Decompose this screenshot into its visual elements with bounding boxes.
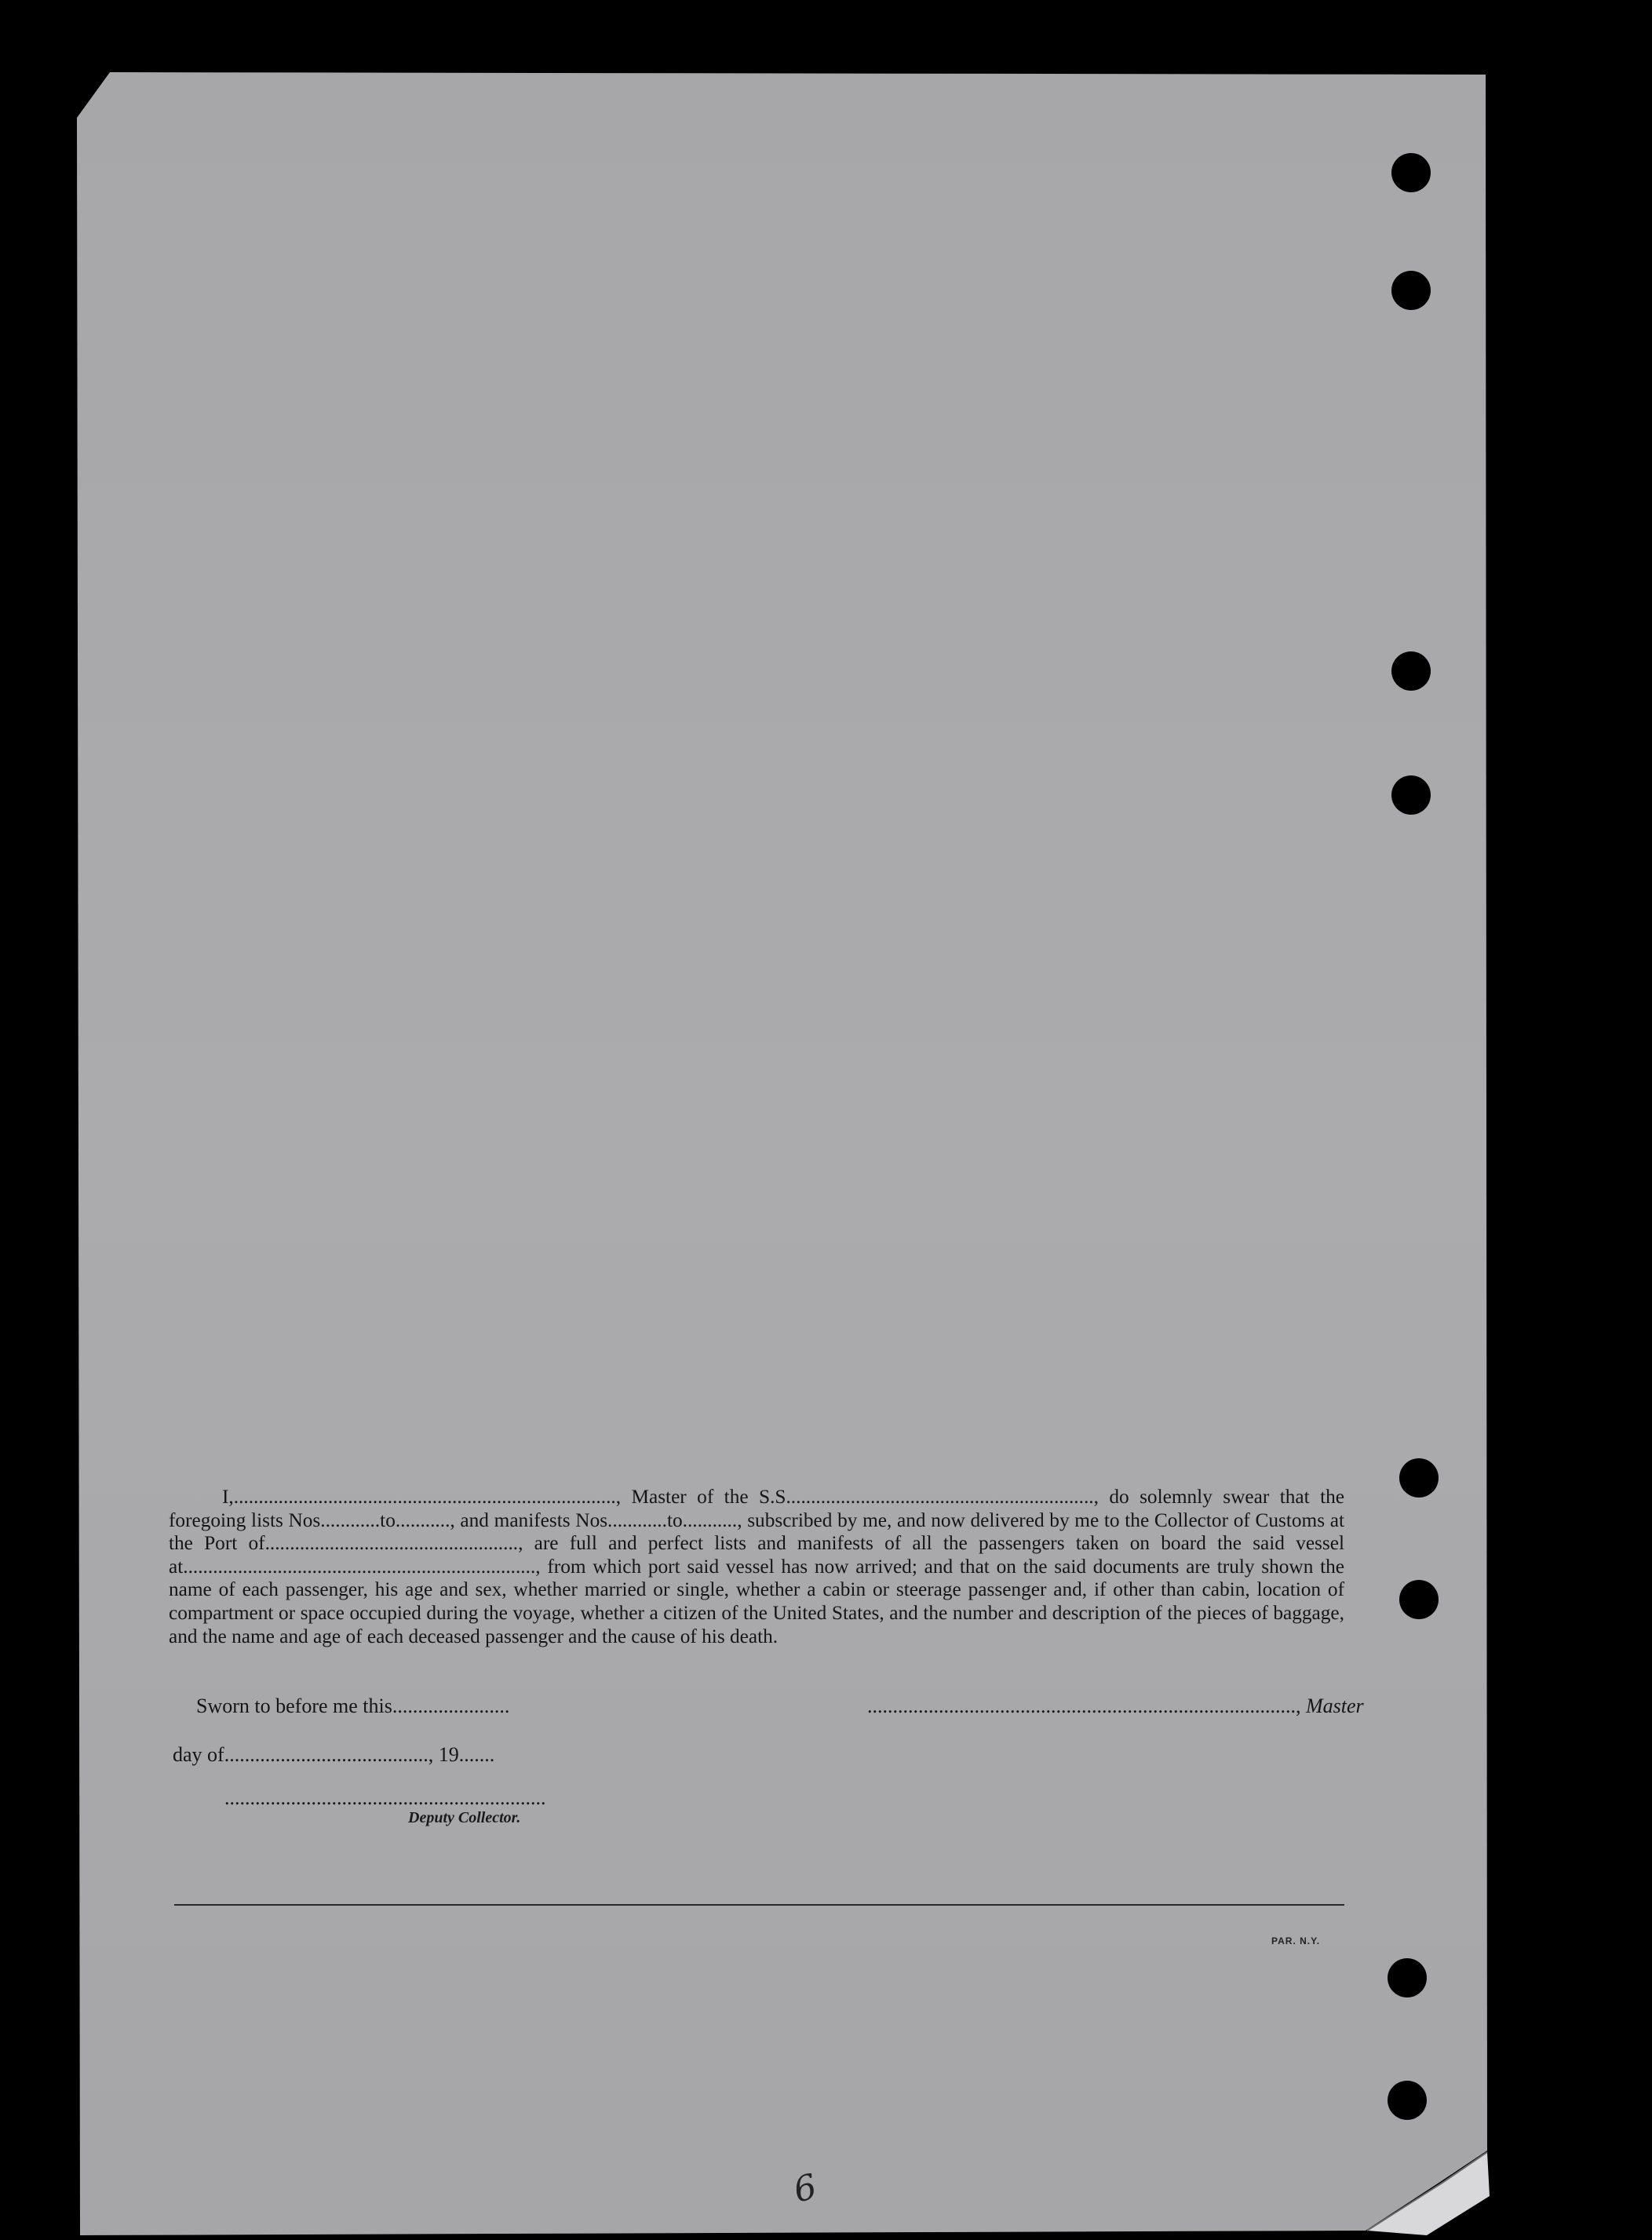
punch-hole [1391, 651, 1431, 691]
punch-hole [1391, 153, 1431, 192]
day-of-line [173, 1743, 494, 1767]
punch-hole [1399, 1458, 1439, 1498]
day-of-text: day of........................................, 19....... [173, 1743, 495, 1766]
master-label: Master [1306, 1695, 1364, 1717]
printer-mark: PAR. N.Y. [1271, 1935, 1321, 1946]
oath-text: I,............................................................................., Master of the S.S.............................................................., do solemnly swear that the foregoing lists Nos............to..........., and manifests Nos............to..........., subscribed by me, and now delivered by me to the Collector of Customs at the Port of..................................................., are full and perfect lists and manifests of all the passengers taken on board the said vessel at......................................................................., from which port said vessel has now arrived; and that on the said documents are truly shown the name of each passenger, his age and sex, whether married or single, whether a cabin or steerage passenger and, if other than cabin, location of compartment or space occupied during the voyage, whether a citizen of the United States, and the number and description of the pieces of baggage, and the name and age of each deceased passenger and the cause of his death. [169, 1486, 1344, 1647]
sworn-line [196, 1695, 509, 1718]
deputy-collector-label: Deputy Collector. [408, 1809, 521, 1826]
punch-hole [1388, 1958, 1427, 1997]
punch-hole [1399, 1580, 1439, 1619]
deputy-dots: ............................................................... [224, 1786, 546, 1809]
master-signature-line [867, 1695, 1364, 1718]
master-dots: ...................................................................................., [867, 1695, 1301, 1717]
sworn-text: Sworn to before me this....................... [196, 1695, 510, 1717]
oath-paragraph [169, 1486, 1344, 1648]
punch-hole [1388, 2081, 1427, 2120]
footer-rule [174, 1904, 1344, 1906]
punch-hole [1391, 271, 1431, 310]
handwritten-page-mark: 6 [790, 2166, 821, 2211]
punch-hole [1391, 775, 1431, 815]
deputy-signature-line [224, 1786, 546, 1810]
